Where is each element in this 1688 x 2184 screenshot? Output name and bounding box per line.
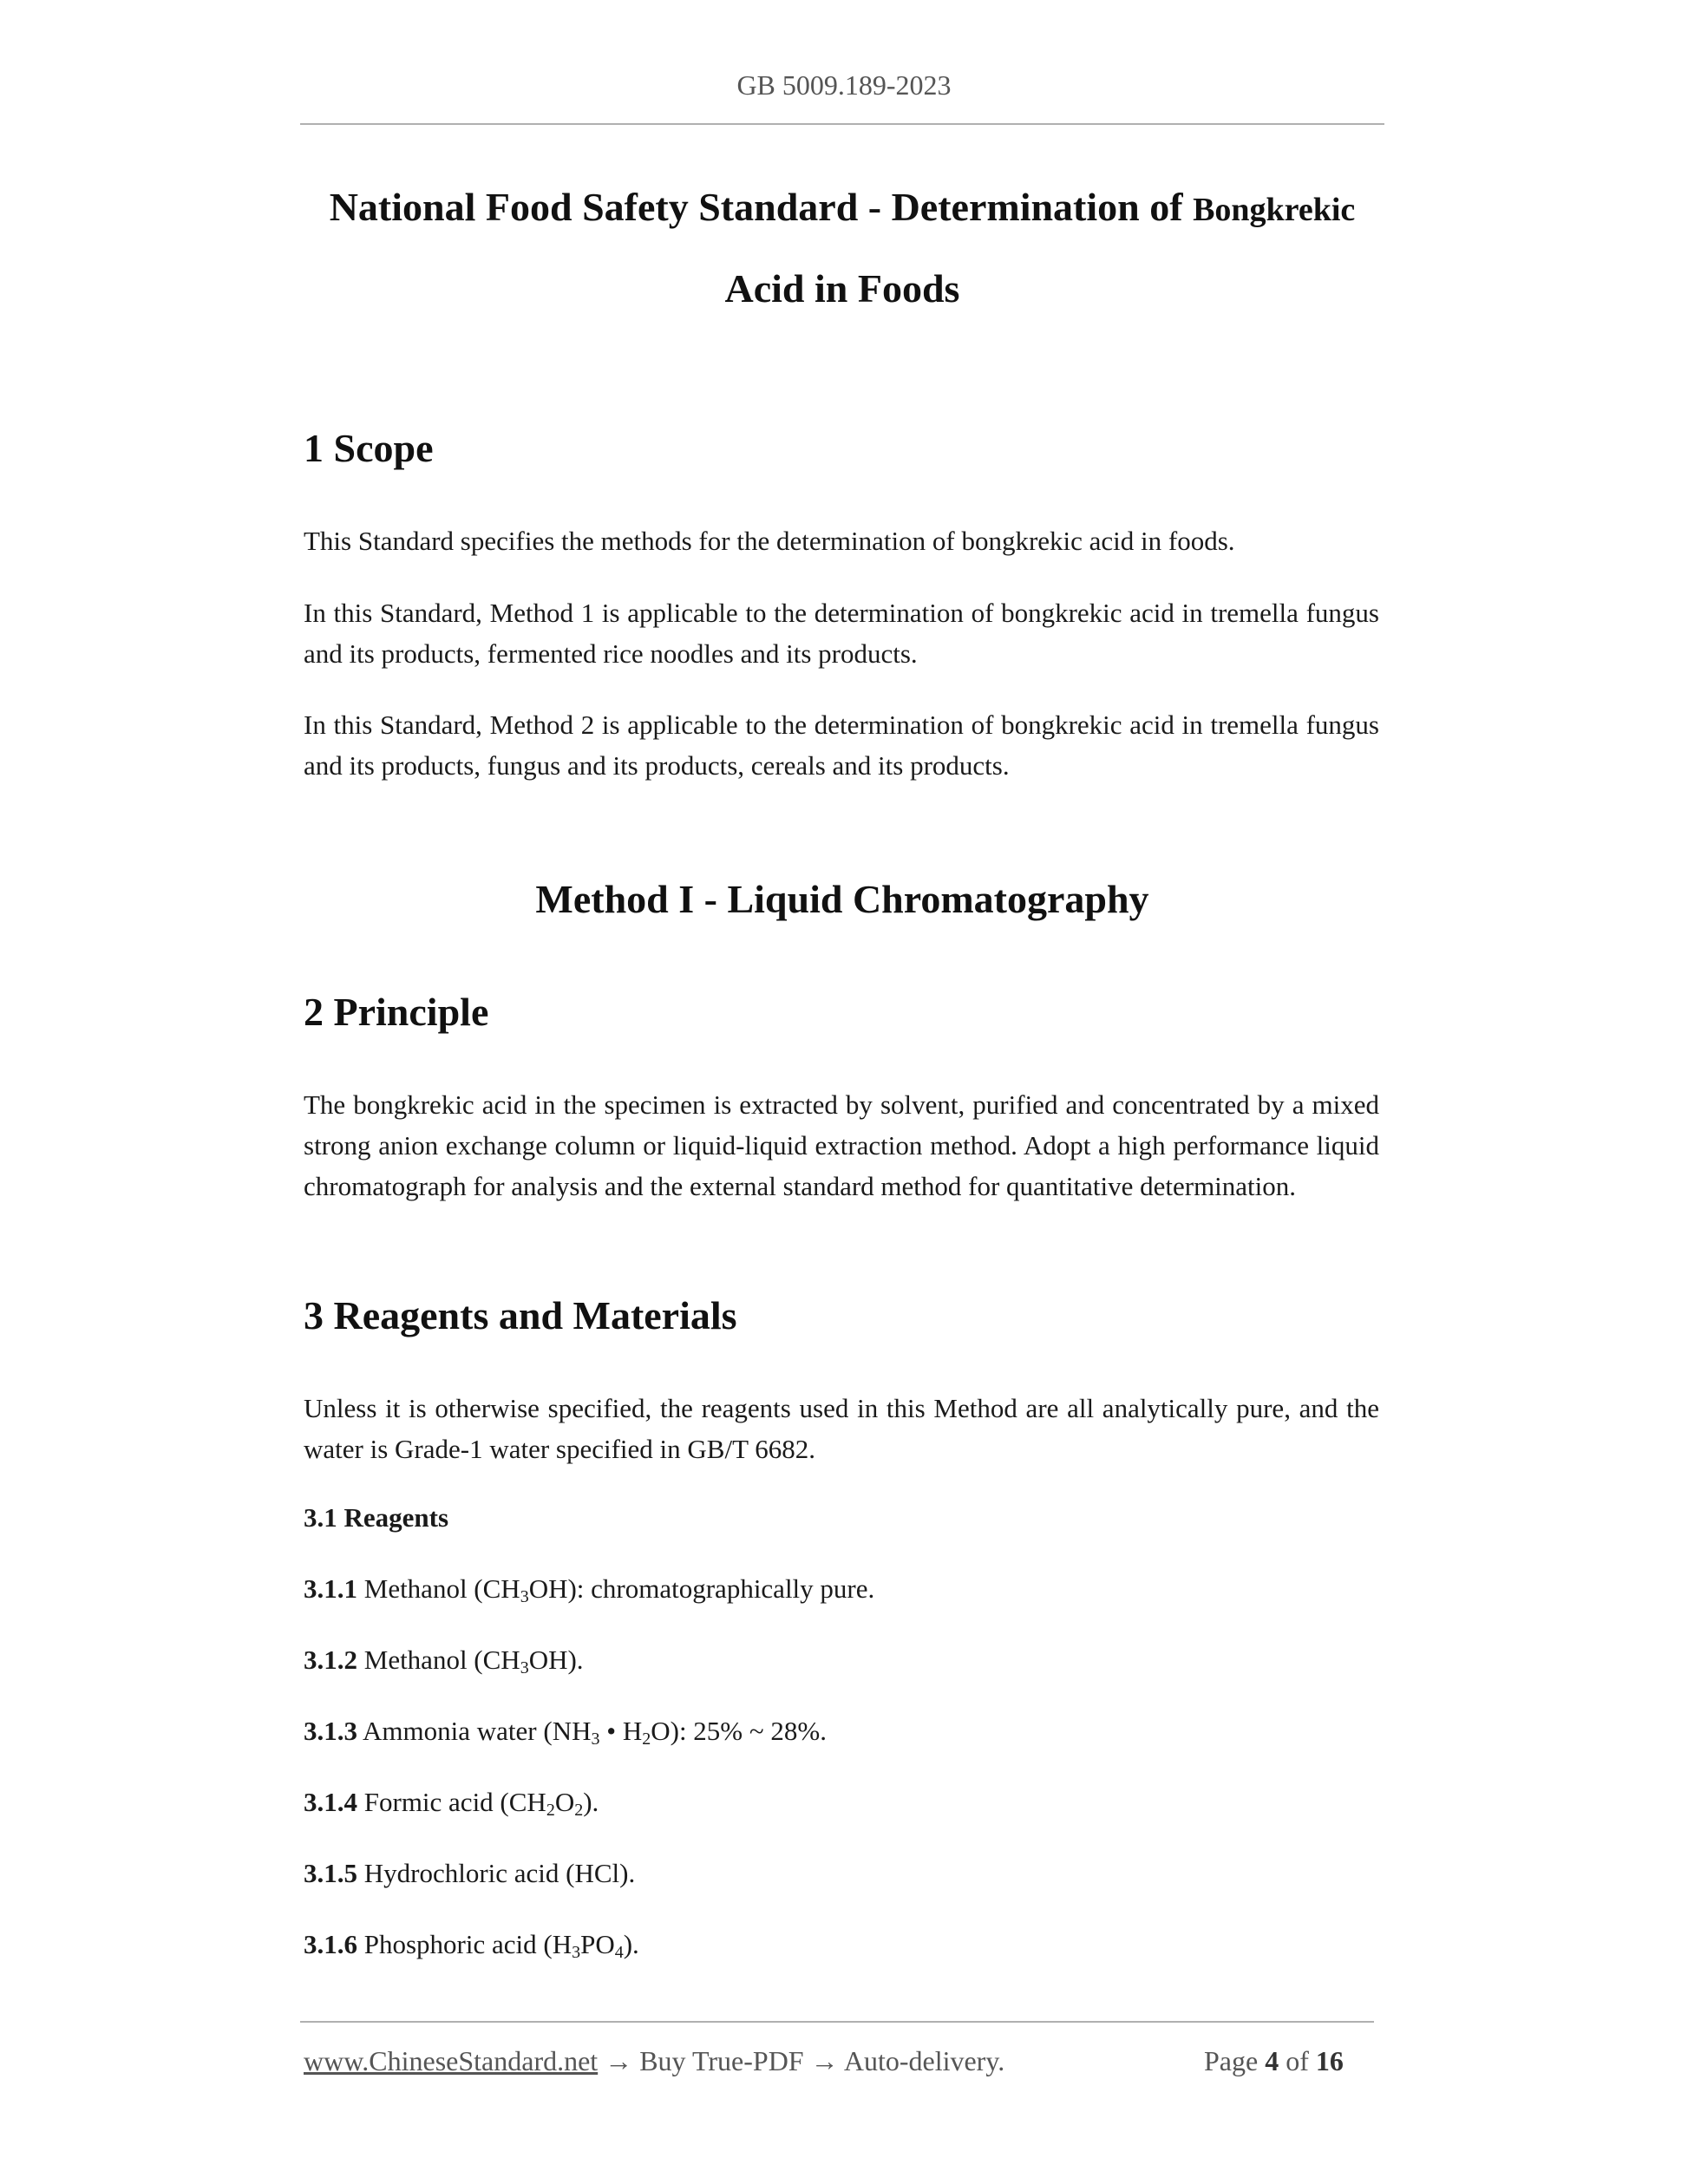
title-small-text: Bongkrekic bbox=[1193, 192, 1356, 228]
reagent-number: 3.1.3 bbox=[304, 1716, 357, 1746]
reagent-number: 3.1.4 bbox=[304, 1787, 357, 1817]
document-title-line-1 bbox=[300, 184, 1384, 230]
footer-promo bbox=[304, 2045, 1004, 2077]
page-of-label: of bbox=[1286, 2045, 1309, 2076]
subscript: 3 bbox=[520, 1658, 529, 1677]
reagents-subheading bbox=[304, 1502, 448, 1533]
website-link[interactable]: www.ChineseStandard.net bbox=[304, 2045, 599, 2076]
reagent-text: OH): chromatographically pure. bbox=[528, 1573, 875, 1604]
subscript: 2 bbox=[574, 1801, 584, 1820]
page-number bbox=[1204, 2045, 1344, 2077]
document-title-line-2: Acid in Foods bbox=[724, 266, 960, 311]
buy-pdf-text: Buy True-PDF bbox=[639, 2045, 804, 2076]
reagent-number: 3.1.1 bbox=[304, 1573, 357, 1604]
page-total: 16 bbox=[1315, 2045, 1344, 2076]
subscript: 3 bbox=[572, 1943, 581, 1962]
reagent-text: Methanol (CH bbox=[363, 1645, 520, 1675]
reagent-text: Phosphoric acid (H bbox=[363, 1929, 572, 1959]
reagent-text: ). bbox=[623, 1929, 639, 1959]
reagent-text: Formic acid (CH bbox=[363, 1787, 546, 1817]
reagent-item bbox=[304, 1573, 874, 1605]
reagent-text: Ammonia water (NH bbox=[363, 1716, 592, 1746]
subscript: 2 bbox=[642, 1730, 651, 1749]
reagent-item bbox=[304, 1787, 599, 1818]
reagent-number: 3.1.5 bbox=[304, 1858, 357, 1888]
scope-paragraph-3: In this Standard, Method 2 is applicable to the determination of bongkrekic acid in tremella fungus and its products, fungus and its products, cereals and its products. bbox=[304, 709, 1379, 781]
auto-delivery-text: Auto-delivery. bbox=[843, 2045, 1005, 2076]
reagent-text: O): 25% ~ 28%. bbox=[651, 1716, 827, 1746]
reagents-materials-heading: 3 Reagents and Materials bbox=[304, 1293, 737, 1337]
subscript: 3 bbox=[520, 1587, 529, 1606]
reagent-item bbox=[304, 1716, 827, 1747]
standard-code: GB 5009.189-2023 bbox=[736, 69, 952, 101]
reagent-text: PO bbox=[580, 1929, 615, 1959]
scope-heading: 1 Scope bbox=[304, 426, 434, 470]
scope-paragraph-1: This Standard specifies the methods for the determination of bongkrekic acid in foods. bbox=[304, 526, 1235, 556]
arrow-icon: → bbox=[605, 2045, 633, 2076]
reagent-item bbox=[304, 1929, 639, 1960]
reagent-text: Hydrochloric acid (HCl). bbox=[363, 1858, 636, 1888]
reagents-subheading-text: 3.1 Reagents bbox=[304, 1502, 449, 1533]
reagent-text: Methanol (CH bbox=[363, 1573, 520, 1604]
subscript: 2 bbox=[546, 1801, 555, 1820]
subscript: 3 bbox=[591, 1730, 600, 1749]
page-label: Page bbox=[1204, 2045, 1259, 2076]
reagent-text: OH). bbox=[528, 1645, 584, 1675]
reagent-number: 3.1.6 bbox=[304, 1929, 357, 1959]
subscript: 4 bbox=[614, 1943, 624, 1962]
header-divider bbox=[300, 123, 1384, 125]
reagents-materials-paragraph: Unless it is otherwise specified, the reagents used in this Method are all analytically pure, and the water is Grade-1 water specified in GB/T 6682. bbox=[304, 1393, 1379, 1464]
reagent-text: • H bbox=[599, 1716, 643, 1746]
title-main-text: National Food Safety Standard - Determination of bbox=[329, 185, 1183, 229]
reagent-text: O bbox=[554, 1787, 575, 1817]
footer-divider bbox=[300, 2021, 1374, 2023]
arrow-icon: → bbox=[810, 2045, 839, 2076]
reagent-item bbox=[304, 1858, 635, 1889]
principle-heading: 2 Principle bbox=[304, 990, 489, 1034]
reagent-number: 3.1.2 bbox=[304, 1645, 357, 1675]
page-current: 4 bbox=[1265, 2045, 1279, 2076]
scope-paragraph-2: In this Standard, Method 1 is applicable to the determination of bongkrekic acid in tremella fungus and its products, fermented rice noodles and its products. bbox=[304, 598, 1379, 669]
method-1-heading: Method I - Liquid Chromatography bbox=[535, 877, 1149, 921]
reagent-item bbox=[304, 1645, 584, 1676]
reagent-text: ). bbox=[583, 1787, 599, 1817]
principle-paragraph: The bongkrekic acid in the specimen is extracted by solvent, purified and concentrated by a mixed strong anion exchange column or liquid-liquid extraction method. Adopt a high performance liquid chromatograph for analysis and the external standard method for quantitative determination. bbox=[304, 1089, 1379, 1201]
